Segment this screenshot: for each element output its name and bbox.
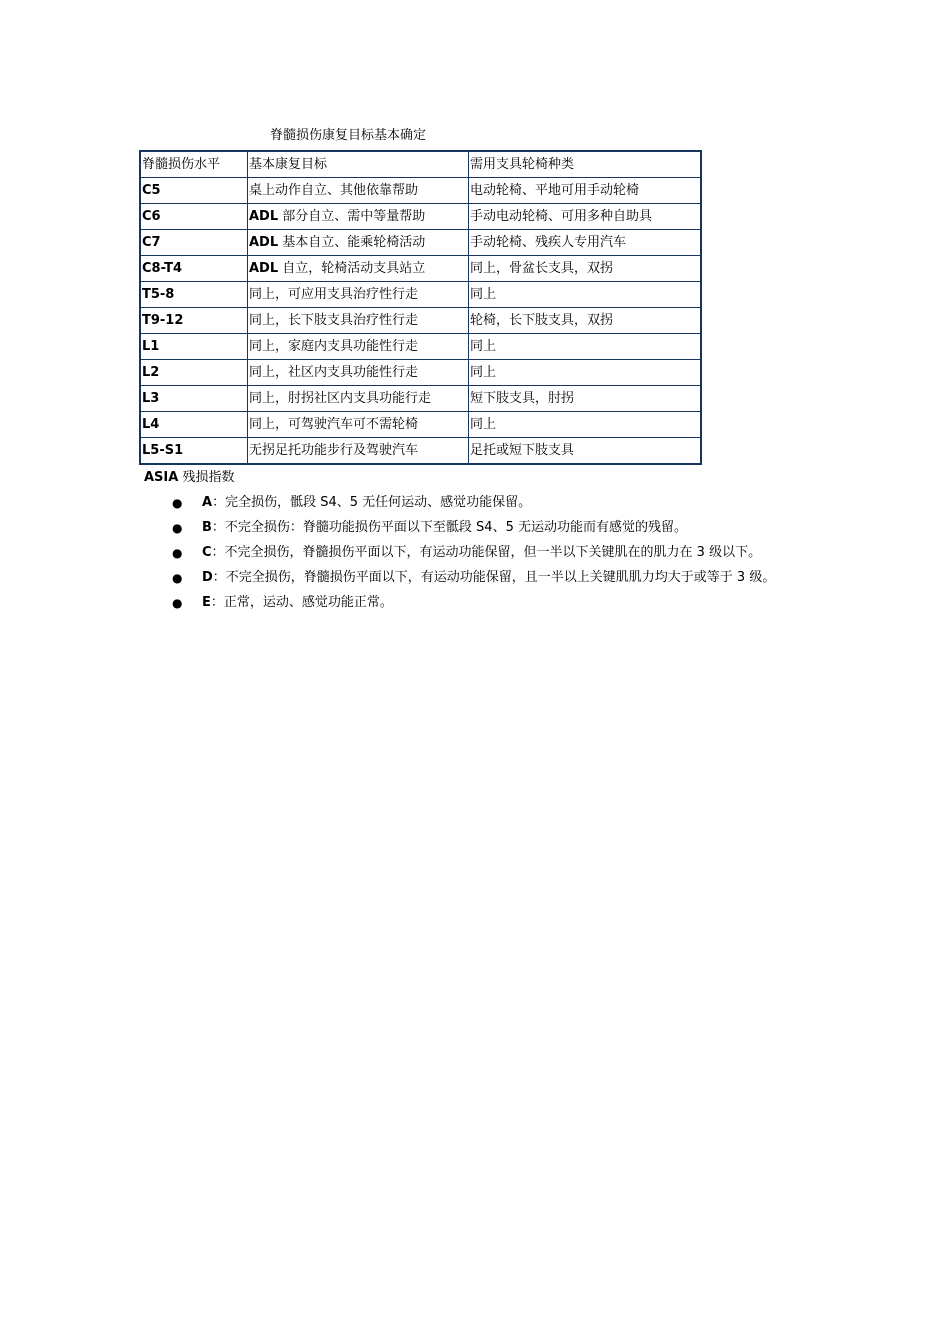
cell-goal (248, 178, 469, 204)
cell-goal (248, 360, 469, 386)
cell-level: C5 (140, 178, 248, 204)
grade-letter: A (202, 495, 213, 510)
grade-letter: E (202, 595, 211, 610)
goal-text: 同上，长下肢支具治疗性行走 (249, 313, 419, 328)
table-row (140, 360, 701, 386)
cell-level: T5-8 (140, 282, 248, 308)
cell-level: L5-S1 (140, 438, 248, 465)
asia-heading (144, 469, 234, 487)
table-row (140, 230, 701, 256)
rehab-goals-table (139, 150, 702, 465)
goal-text: 桌上动作自立、其他依靠帮助 (249, 183, 419, 198)
goal-text: 无拐足托功能步行及驾驶汽车 (249, 443, 419, 458)
cell-device: 同上，骨盆长支具，双拐 (469, 256, 702, 282)
cell-device: 手动电动轮椅、可用多种自助具 (469, 204, 702, 230)
cell-level: L4 (140, 412, 248, 438)
grade-description: ：完全损伤，骶段 S4、5 无任何运动、感觉功能保留。 (212, 495, 532, 510)
cell-goal (248, 204, 469, 230)
cell-goal (248, 334, 469, 360)
cell-goal (248, 308, 469, 334)
asia-heading-latin: ASIA (144, 470, 179, 485)
cell-device: 手动轮椅、残疾人专用汽车 (469, 230, 702, 256)
cell-level: C6 (140, 204, 248, 230)
cell-device: 电动轮椅、平地可用手动轮椅 (469, 178, 702, 204)
grade-letter: B (202, 520, 212, 535)
cell-goal (248, 230, 469, 256)
cell-level: C8-T4 (140, 256, 248, 282)
asia-grade-list (0, 491, 950, 616)
grade-description: ：不完全损伤，脊髓损伤平面以下，有运动功能保留，且一半以上关键肌肌力均大于或等于 3 级。 (212, 570, 776, 585)
table-row (140, 282, 701, 308)
cell-goal (248, 282, 469, 308)
bullet-icon: ● (172, 496, 183, 510)
cell-level: L1 (140, 334, 248, 360)
grade-description: ：正常，运动、感觉功能正常。 (210, 595, 393, 610)
goal-text: 自立，轮椅活动支具站立 (278, 261, 426, 276)
goal-text: 同上，肘拐社区内支具功能行走 (249, 391, 432, 406)
goal-text: 同上，社区内支具功能性行走 (249, 365, 419, 380)
cell-goal (248, 386, 469, 412)
goal-text: 基本自立、能乘轮椅活动 (278, 235, 426, 250)
table-header-row (140, 151, 701, 178)
cell-device: 轮椅，长下肢支具，双拐 (469, 308, 702, 334)
grade-letter: C (202, 545, 212, 560)
goal-prefix: ADL (249, 261, 279, 276)
cell-device: 同上 (469, 360, 702, 386)
goal-text: 同上，家庭内支具功能性行走 (249, 339, 419, 354)
table-row (140, 256, 701, 282)
goal-prefix: ADL (249, 209, 279, 224)
cell-device: 短下肢支具，肘拐 (469, 386, 702, 412)
goal-text: 部分自立、需中等量帮助 (278, 209, 426, 224)
header-cell-device: 需用支具轮椅种类 (469, 151, 702, 178)
cell-level: L3 (140, 386, 248, 412)
cell-goal (248, 438, 469, 465)
list-item (0, 541, 814, 566)
goal-prefix: ADL (249, 235, 279, 250)
table-row (140, 386, 701, 412)
grade-letter: D (202, 570, 213, 585)
asia-heading-text: 残损指数 (178, 470, 235, 485)
bullet-icon: ● (172, 521, 183, 535)
table-row (140, 412, 701, 438)
table-row (140, 308, 701, 334)
table-row (140, 334, 701, 360)
cell-level: C7 (140, 230, 248, 256)
cell-level: T9-12 (140, 308, 248, 334)
list-item (0, 491, 814, 516)
cell-device: 同上 (469, 334, 702, 360)
table-title: 脊髓损伤康复目标基本确定 (270, 128, 427, 143)
cell-goal (248, 412, 469, 438)
list-item (0, 516, 814, 541)
cell-goal (248, 256, 469, 282)
cell-device: 同上 (469, 282, 702, 308)
list-item (0, 566, 814, 591)
grade-description: ：不完全损伤：脊髓功能损伤平面以下至骶段 S4、5 无运动功能而有感觉的残留。 (211, 520, 687, 535)
table-row (140, 438, 701, 465)
bullet-icon: ● (172, 546, 183, 560)
bullet-icon: ● (172, 571, 183, 585)
bullet-icon: ● (172, 596, 183, 610)
header-cell-goal: 基本康复目标 (248, 151, 469, 178)
cell-device: 同上 (469, 412, 702, 438)
table-row (140, 178, 701, 204)
header-cell-level: 脊髓损伤水平 (140, 151, 248, 178)
goal-text: 同上，可驾驶汽车可不需轮椅 (249, 417, 419, 432)
cell-device: 足托或短下肢支具 (469, 438, 702, 465)
cell-level: L2 (140, 360, 248, 386)
grade-description: ：不完全损伤，脊髓损伤平面以下，有运动功能保留，但一半以下关键肌在的肌力在 3 级以下。 (211, 545, 762, 560)
table-row (140, 204, 701, 230)
goal-text: 同上，可应用支具治疗性行走 (249, 287, 419, 302)
list-item (0, 591, 814, 616)
